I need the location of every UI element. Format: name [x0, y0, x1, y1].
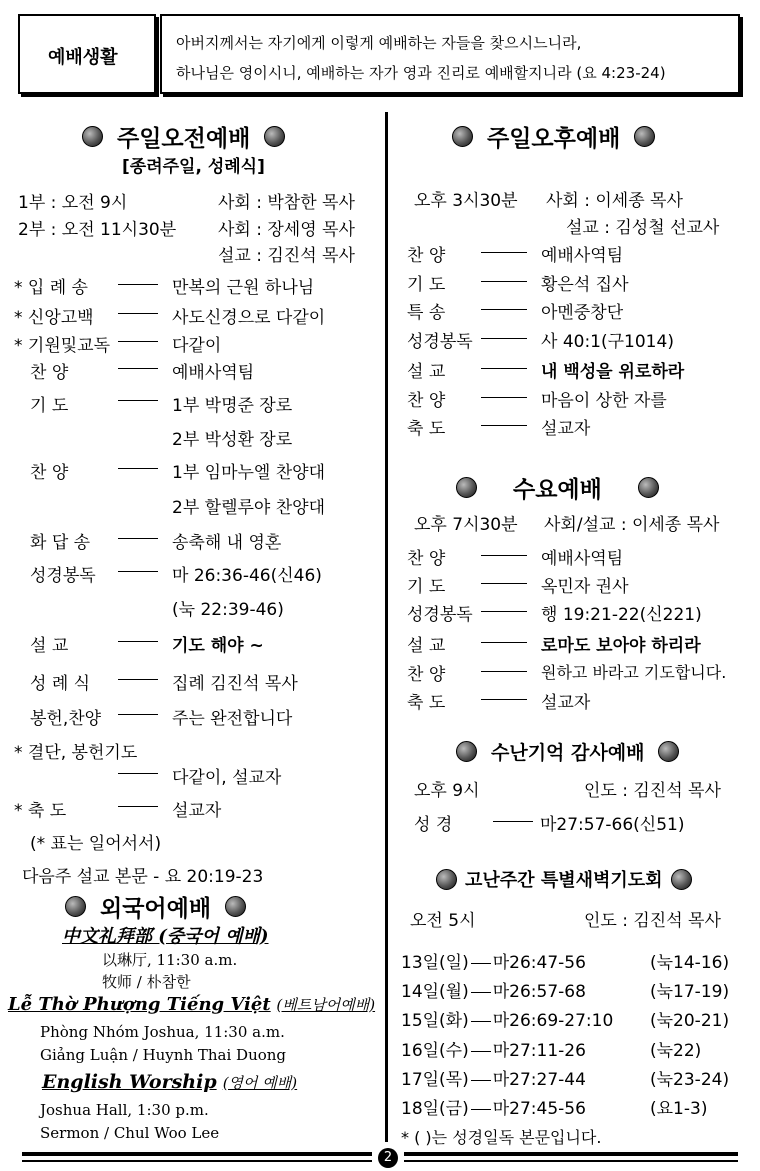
afternoon-leader: 사회 : 이세종 목사 [546, 191, 683, 211]
wednesday-leader: 사회/설교 : 이세종 목사 [544, 515, 720, 535]
memorial-leader: 인도 : 김진석 목사 [584, 781, 721, 801]
morning-leader2: 사회 : 장세영 목사 [218, 220, 355, 240]
list-item: 성경봉독 [30, 566, 96, 586]
chinese-line2: 牧师 / 朴참한 [102, 973, 191, 991]
item-value: 만복의 근원 하나님 [172, 278, 315, 298]
day-ref: (요1-3) [650, 1099, 708, 1119]
day-ref: (눅14-16) [650, 953, 730, 973]
bullet-icon [671, 869, 692, 890]
viet-line1: Phòng Nhóm Joshua, 11:30 a.m. [40, 1023, 285, 1041]
bullet-icon [456, 741, 477, 762]
closing-value: 다같이, 설교자 [172, 768, 282, 788]
wednesday-title-row [456, 471, 659, 504]
dash [118, 284, 158, 285]
item-value: 옥민자 권사 [541, 577, 629, 597]
dash [118, 368, 158, 369]
dash [471, 1051, 491, 1052]
dash [118, 400, 158, 401]
item-value: 예배사역팀 [541, 246, 624, 266]
item-value: 황은석 집사 [541, 275, 629, 295]
dash [481, 425, 527, 426]
afternoon-title: 주일오후예배 [487, 126, 621, 152]
english-suffix: (영어 예배) [222, 1074, 298, 1092]
item-value: 집례 김진석 목사 [172, 674, 298, 694]
morning-title-row [82, 120, 285, 153]
english-title-row [42, 1071, 297, 1093]
english-line2: Sermon / Chul Woo Lee [40, 1124, 220, 1142]
dash [493, 821, 533, 822]
dash [481, 642, 527, 643]
item-value: 원하고 바라고 기도합니다. [541, 663, 727, 682]
sermon-title: 내 백성을 위로하라 [541, 362, 685, 382]
sermon-title: 로마도 보아야 하리라 [541, 636, 701, 656]
item-value: 송축해 내 영혼 [172, 533, 282, 553]
afternoon-preacher: 설교 : 김성철 선교사 [566, 218, 720, 238]
dawn-title: 고난주간 특별새벽기도회 [465, 870, 663, 891]
morning-leader1: 사회 : 박참한 목사 [218, 193, 355, 213]
list-item: 축 도 [407, 693, 446, 713]
next-sermon: 다음주 설교 본문 - 요 20:19-23 [22, 867, 264, 887]
afternoon-time: 오후 3시30분 [414, 191, 518, 211]
foreign-title: 외국어예배 [100, 896, 212, 922]
english-title: English Worship [42, 1071, 217, 1093]
list-item: 찬 양 [30, 463, 69, 483]
dash [118, 806, 158, 807]
list-item: 17일(목) 마27:27-44 [401, 1070, 586, 1090]
dash [481, 368, 527, 369]
viet-suffix: (베트남어예배) [276, 996, 376, 1014]
dawn-title-row [436, 866, 692, 892]
memorial-time: 오후 9시 [414, 781, 480, 801]
viet-title-row [8, 994, 375, 1015]
bullet-icon [264, 126, 285, 147]
memorial-title-row [456, 738, 679, 765]
column-divider [385, 112, 388, 1142]
list-item: 16일(수) 마27:11-26 [401, 1041, 586, 1061]
item-value: 예배사역팀 [541, 549, 624, 569]
dash [118, 341, 158, 342]
dash [481, 338, 527, 339]
header-verse-line2: 하나님은 영이시니, 예배하는 자가 영과 진리로 예배할지니라 (요 4:23-24) [176, 64, 666, 82]
dash [481, 397, 527, 398]
dash [481, 281, 527, 282]
footer-rule-left [22, 1152, 372, 1156]
bullet-icon [65, 896, 86, 917]
list-item: 설 교 [407, 636, 446, 656]
dash [471, 992, 491, 993]
list-item: 14일(월) 마26:57-68 [401, 982, 586, 1002]
dash [118, 773, 158, 774]
dash [481, 611, 527, 612]
bullet-icon [638, 477, 659, 498]
item-value: 설교자 [541, 419, 591, 439]
bullet-icon [436, 869, 457, 890]
list-item: 기 도 [407, 577, 446, 597]
footer-rule-left-thin [22, 1160, 372, 1162]
dash [118, 538, 158, 539]
list-item: 성경봉독 [407, 605, 473, 625]
dawn-leader: 인도 : 김진석 목사 [584, 911, 721, 931]
item-value: 2부 할렐루야 찬양대 [172, 498, 325, 518]
morning-preacher: 설교 : 김진석 목사 [218, 246, 355, 266]
dawn-note: * ( )는 성경일독 본문입니다. [401, 1128, 602, 1147]
footer-rule-right-thin [404, 1160, 738, 1162]
bullet-icon [634, 126, 655, 147]
item-value: 주는 완전합니다 [172, 709, 293, 729]
benediction-label: * 축 도 [14, 801, 67, 821]
dash [471, 1109, 491, 1110]
dash [481, 252, 527, 253]
page-number: 2 [378, 1148, 398, 1168]
dash [471, 1021, 491, 1022]
list-item: 찬 양 [407, 549, 446, 569]
sermon-title: 기도 해야 ~ [172, 636, 264, 656]
list-item: * 신앙고백 [14, 308, 94, 328]
list-item: 기 도 [407, 275, 446, 295]
viet-line2: Giảng Luận / Huynh Thai Duong [40, 1046, 287, 1064]
list-item: * 입 례 송 [14, 278, 88, 298]
dash [481, 699, 527, 700]
header-label-box [18, 14, 156, 94]
item-value: 예배사역팀 [172, 363, 255, 383]
day-ref: (눅20-21) [650, 1011, 730, 1031]
memorial-scripture-value: 마27:57-66(신51) [540, 815, 685, 835]
item-value: 다같이 [172, 336, 222, 356]
item-value: 행 19:21-22(신221) [541, 605, 702, 625]
memorial-title: 수난기억 감사예배 [491, 742, 645, 764]
list-item: 18일(금) 마27:45-56 [401, 1099, 586, 1119]
list-item: 13일(일) 마26:47-56 [401, 953, 586, 973]
bullet-icon [225, 896, 246, 917]
dash [118, 714, 158, 715]
dash [481, 309, 527, 310]
header-verse-box [160, 14, 740, 94]
list-item: * 기원및교독 [14, 336, 111, 356]
dawn-time: 오전 5시 [410, 911, 476, 931]
list-item: 찬 양 [407, 246, 446, 266]
item-value: 마음이 상한 자를 [541, 391, 667, 411]
memorial-scripture-label: 성 경 [414, 815, 453, 835]
english-line1: Joshua Hall, 1:30 p.m. [40, 1101, 209, 1119]
item-value: 아멘중창단 [541, 303, 624, 323]
item-value: 설교자 [541, 693, 591, 713]
day-ref: (눅22) [650, 1041, 702, 1061]
list-item: 화 답 송 [30, 533, 91, 553]
morning-time1: 1부 : 오전 9시 [18, 193, 128, 213]
morning-title: 주일오전예배 [117, 126, 251, 152]
wednesday-title: 수요예배 [513, 477, 602, 503]
chinese-title: 中文礼拜部 (중국어 예배) [62, 926, 269, 947]
bullet-icon [82, 126, 103, 147]
list-item: 봉헌,찬양 [30, 709, 102, 729]
dash [481, 671, 527, 672]
item-value: 사도신경으로 다같이 [172, 308, 326, 328]
list-item: 찬 양 [407, 665, 446, 685]
item-value: 1부 임마누엘 찬양대 [172, 463, 325, 483]
list-item: 성경봉독 [407, 332, 473, 352]
header-label: 예배생활 [48, 47, 118, 68]
viet-title: Lễ Thờ Phượng Tiếng Việt [8, 994, 271, 1015]
header-verse-line1: 아버지께서는 자기에게 이렇게 예배하는 자들을 찾으시느니라, [176, 34, 582, 52]
closing-label: * 결단, 봉헌기도 [14, 743, 138, 763]
item-value: 사 40:1(구1014) [541, 332, 674, 352]
list-item: 설 교 [30, 636, 69, 656]
dash [118, 571, 158, 572]
dash [481, 583, 527, 584]
morning-time2: 2부 : 오전 11시30분 [18, 220, 177, 240]
afternoon-title-row [452, 120, 655, 153]
benediction-value: 설교자 [172, 801, 222, 821]
foreign-title-row [65, 890, 246, 923]
chinese-line1: 以琳厅, 11:30 a.m. [102, 951, 238, 969]
item-value: 마 26:36-46(신46) [172, 566, 322, 586]
list-item: 15일(화) 마26:69-27:10 [401, 1011, 614, 1031]
wednesday-time: 오후 7시30분 [414, 515, 518, 535]
standing-note: (* 표는 일어서서) [30, 834, 162, 854]
list-item: 축 도 [407, 419, 446, 439]
item-value: 2부 박성환 장로 [172, 430, 293, 450]
list-item: 찬 양 [407, 391, 446, 411]
dash [118, 641, 158, 642]
bullet-icon [456, 477, 477, 498]
item-value: (눅 22:39-46) [172, 600, 284, 620]
list-item: 기 도 [30, 396, 69, 416]
item-value: 1부 박명준 장로 [172, 396, 293, 416]
dash [471, 963, 491, 964]
footer-rule-right [404, 1152, 738, 1156]
bullet-icon [658, 741, 679, 762]
bullet-icon [452, 126, 473, 147]
dash [118, 313, 158, 314]
morning-subtitle: [종려주일, 성례식] [122, 157, 265, 177]
list-item: 찬 양 [30, 363, 69, 383]
dash [481, 555, 527, 556]
list-item: 성 례 식 [30, 674, 91, 694]
dash [118, 679, 158, 680]
day-ref: (눅17-19) [650, 982, 730, 1002]
dash [118, 468, 158, 469]
list-item: 특 송 [407, 303, 446, 323]
dash [471, 1080, 491, 1081]
list-item: 설 교 [407, 362, 446, 382]
day-ref: (눅23-24) [650, 1070, 730, 1090]
